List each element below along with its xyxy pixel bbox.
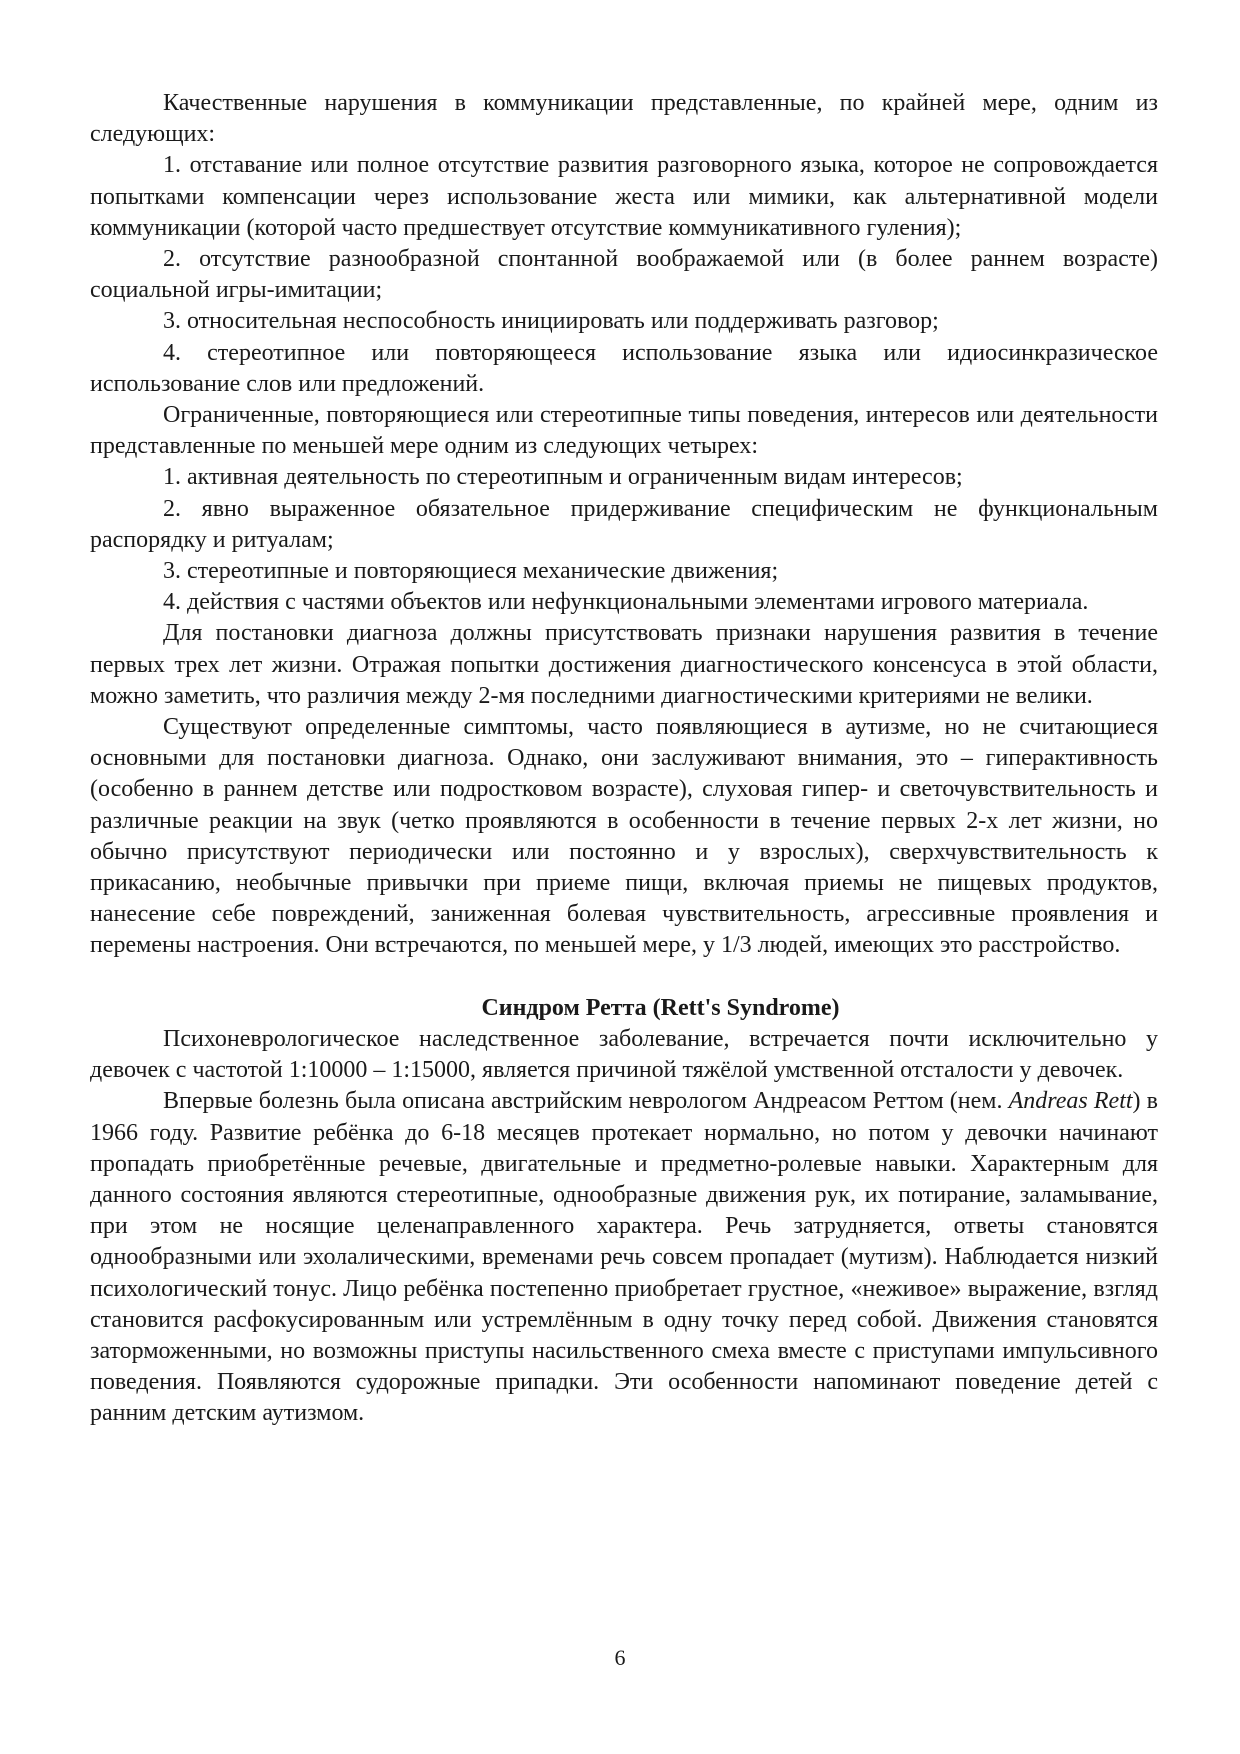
page-number: 6 — [614, 1645, 626, 1670]
rett-history-text-start: Впервые болезнь была описана австрийским неврологом Андреасом Реттом (нем. — [163, 1088, 1009, 1115]
document-page — [90, 88, 1158, 1430]
list-item-behavior-3: 3. стереотипные и повторяющиеся механические движения; — [163, 558, 779, 585]
section-heading-rett: Синдром Ретта (Rett's Syndrome) — [481, 994, 840, 1021]
rett-name-italic: Andreas Rett — [1008, 1088, 1133, 1115]
list-item-communication-3: 3. относительная неспособность инициировать или поддерживать разговор; — [163, 308, 939, 335]
paragraph-behavior-intro: Ограниченные, повторяющиеся или стереотипные типы поведения, интересов или деятельности представленные по меньшей мере одним из следующих четырех: — [90, 402, 1158, 460]
list-item-behavior-2: 2. явно выраженное обязательное придерживание специфическим не функциональным распорядку и ритуалам; — [90, 495, 1158, 553]
paragraph-rett-definition: Психоневрологическое наследственное заболевание, встречается почти исключительно у девочек с частотой 1:10000 – 1:15000, является причиной тяжёлой умственной отсталости у девочек. — [90, 1025, 1158, 1084]
list-item-behavior-1: 1. активная деятельность по стереотипным и ограниченным видам интересов; — [163, 464, 963, 491]
paragraph-communication-intro: Качественные нарушения в коммуникации представленные, по крайней мере, одним из следующих: — [90, 90, 1158, 148]
paragraph-diagnosis: Для постановки диагноза должны присутствовать признаки нарушения развития в течение первых трех лет жизни. Отражая попытки достижения диагностического консенсуса в этой области, можно заметить, что различия между 2-мя последними диагностическими критериями не велики. — [90, 620, 1158, 709]
rett-history-text-end: ) в 1966 году. Развитие ребёнка до 6-18 месяцев протекает нормально, но потом у девочки начинают пропадать приобретённые речевые, двигательные и предметно-ролевые навыки. Характерным для данного состояния являются стереотипные, однообразные движения рук, их потирание, заламывание, при этом не носящие целенаправленного характера. Речь затрудняется, ответы становятся однообразными или эхолалическими, временами речь совсем пропадает (мутизм). Наблюдается низкий психологический тонус. Лицо ребёнка постепенно приобретает грустное, «неживое» выражение, взгляд становится расфокусированным или устремлённым в одну точку перед собой. Движения становятся заторможенными, но возможны приступы насильственного смеха вместе с приступами импульсивного поведения. Появляются судорожные припадки. Эти особенности напоминают поведение детей с ранним детским аутизмом. — [90, 1088, 1159, 1427]
list-item-communication-1: 1. отставание или полное отсутствие развития разговорного языка, которое не сопровождается попытками компенсации через использование жеста или мимики, как альтернативной модели коммуникации (которой часто предшествует отсутствие коммуникативного гуления); — [90, 152, 1158, 241]
list-item-communication-4: 4. стереотипное или повторяющееся использование языка или идиосинкразическое использование слов или предложений. — [90, 339, 1158, 397]
paragraph-symptoms: Существуют определенные симптомы, часто появляющиеся в аутизме, но не считающиеся основными для постановки диагноза. Однако, они заслуживают внимания, это – гиперактивность (особенно в раннем детстве или подростковом возрасте), слуховая гипер- и светочувствительность и различные реакции на звук (четко проявляются в особенности в течение первых 2-х лет жизни, но обычно присутствуют периодически или постоянно и у взрослых), сверхчувствительность к прикасанию, необычные привычки при приеме пищи, включая приемы не пищевых продуктов, нанесение себе повреждений, заниженная болевая чувствительность, агрессивные проявления и перемены настроения. Они встречаются, по меньшей мере, у 1/3 людей, имеющих это расстройство. — [90, 714, 1158, 959]
list-item-communication-2: 2. отсутствие разнообразной спонтанной воображаемой или (в более раннем возрасте) социальной игры-имитации; — [90, 246, 1158, 304]
section-spacer — [90, 962, 1158, 993]
list-item-behavior-4: 4. действия с частями объектов или нефункциональными элементами игрового материала. — [163, 589, 1089, 616]
paragraph-rett-history — [90, 1086, 1158, 1429]
